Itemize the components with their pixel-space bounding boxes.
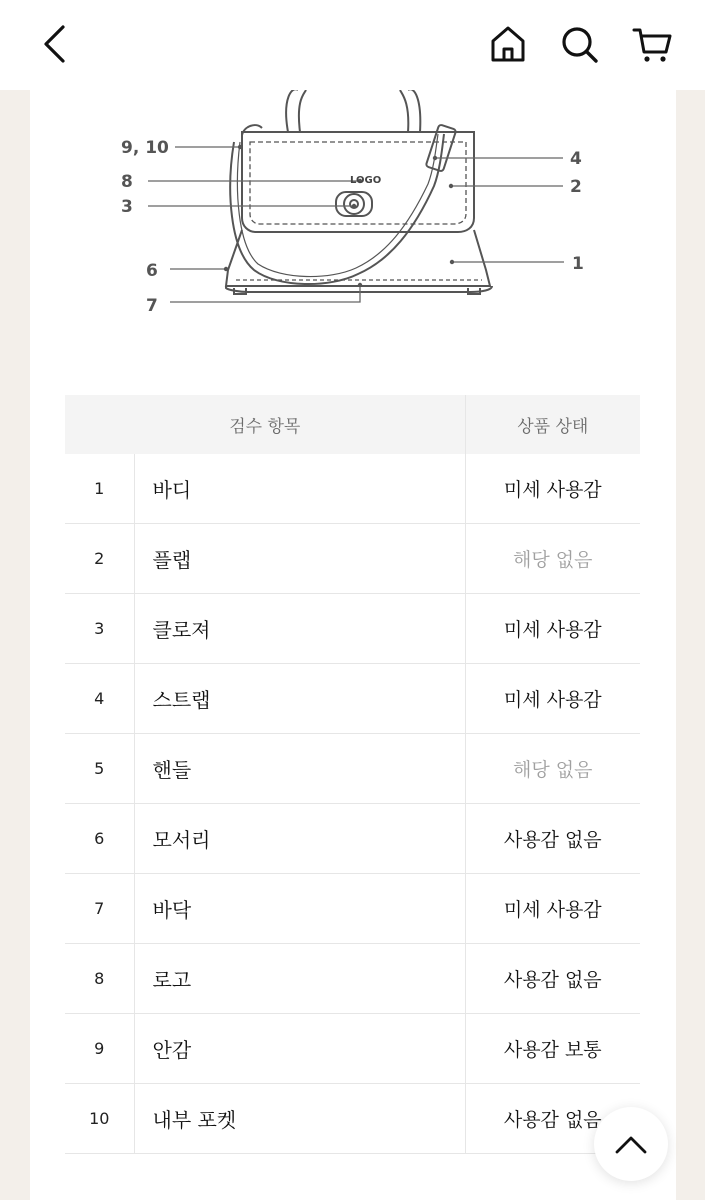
row-number: 4 — [65, 664, 134, 734]
callout-label: 9, 10 — [121, 138, 169, 158]
condition-status: 미세 사용감 — [465, 874, 640, 944]
table-row — [65, 524, 640, 594]
condition-status: 해당 없음 — [465, 524, 640, 594]
inspection-item: 클로져 — [134, 594, 465, 664]
cart-icon — [630, 22, 674, 66]
condition-status: 사용감 없음 — [465, 804, 640, 874]
row-number: 2 — [65, 524, 134, 594]
table-row — [65, 874, 640, 944]
callout-label: 2 — [570, 177, 582, 197]
header-product-condition: 상품 상태 — [465, 395, 640, 454]
row-number: 5 — [65, 734, 134, 804]
callout-label: 4 — [570, 149, 582, 169]
chevron-up-icon — [613, 1127, 649, 1163]
table-row — [65, 1014, 640, 1084]
inspection-item: 모서리 — [134, 804, 465, 874]
callout-label: 8 — [121, 172, 133, 192]
header-inspection-item: 검수 항목 — [65, 395, 465, 454]
condition-status: 사용감 보통 — [465, 1014, 640, 1084]
callout-label: 1 — [572, 254, 584, 274]
table-row — [65, 944, 640, 1014]
handbag-illustration — [30, 90, 676, 380]
top-navigation-bar — [0, 0, 705, 90]
logo-text: LOGO — [350, 175, 382, 186]
back-button[interactable] — [34, 22, 78, 66]
row-number: 9 — [65, 1014, 134, 1084]
table-row — [65, 454, 640, 524]
row-number: 8 — [65, 944, 134, 1014]
inspection-item: 플랩 — [134, 524, 465, 594]
inspection-table — [65, 395, 640, 1154]
table-row — [65, 1084, 640, 1154]
callout-label: 7 — [146, 296, 158, 316]
callout-label: 3 — [121, 197, 133, 217]
inspection-item: 바닥 — [134, 874, 465, 944]
inspection-item: 내부 포켓 — [134, 1084, 465, 1154]
condition-status: 미세 사용감 — [465, 664, 640, 734]
bag-diagram — [30, 90, 676, 380]
condition-status: 사용감 없음 — [465, 1084, 640, 1154]
table-row — [65, 594, 640, 664]
condition-status: 미세 사용감 — [465, 454, 640, 524]
condition-status: 사용감 없음 — [465, 944, 640, 1014]
condition-status: 해당 없음 — [465, 734, 640, 804]
search-icon — [557, 22, 601, 66]
chevron-left-icon — [34, 22, 78, 66]
table-row — [65, 664, 640, 734]
search-button[interactable] — [557, 22, 601, 66]
row-number: 10 — [65, 1084, 134, 1154]
home-button[interactable] — [486, 22, 530, 66]
row-number: 1 — [65, 454, 134, 524]
inspection-item: 안감 — [134, 1014, 465, 1084]
inspection-item: 스트랩 — [134, 664, 465, 734]
inspection-item: 핸들 — [134, 734, 465, 804]
inspection-card — [30, 90, 676, 1200]
home-icon — [486, 22, 530, 66]
row-number: 6 — [65, 804, 134, 874]
table-header-row — [65, 395, 640, 454]
row-number: 3 — [65, 594, 134, 664]
callout-label: 6 — [146, 261, 158, 281]
table-row — [65, 734, 640, 804]
scroll-to-top-button[interactable] — [594, 1107, 668, 1181]
table-row — [65, 804, 640, 874]
row-number: 7 — [65, 874, 134, 944]
inspection-item: 바디 — [134, 454, 465, 524]
condition-status: 미세 사용감 — [465, 594, 640, 664]
inspection-item: 로고 — [134, 944, 465, 1014]
cart-button[interactable] — [630, 22, 674, 66]
